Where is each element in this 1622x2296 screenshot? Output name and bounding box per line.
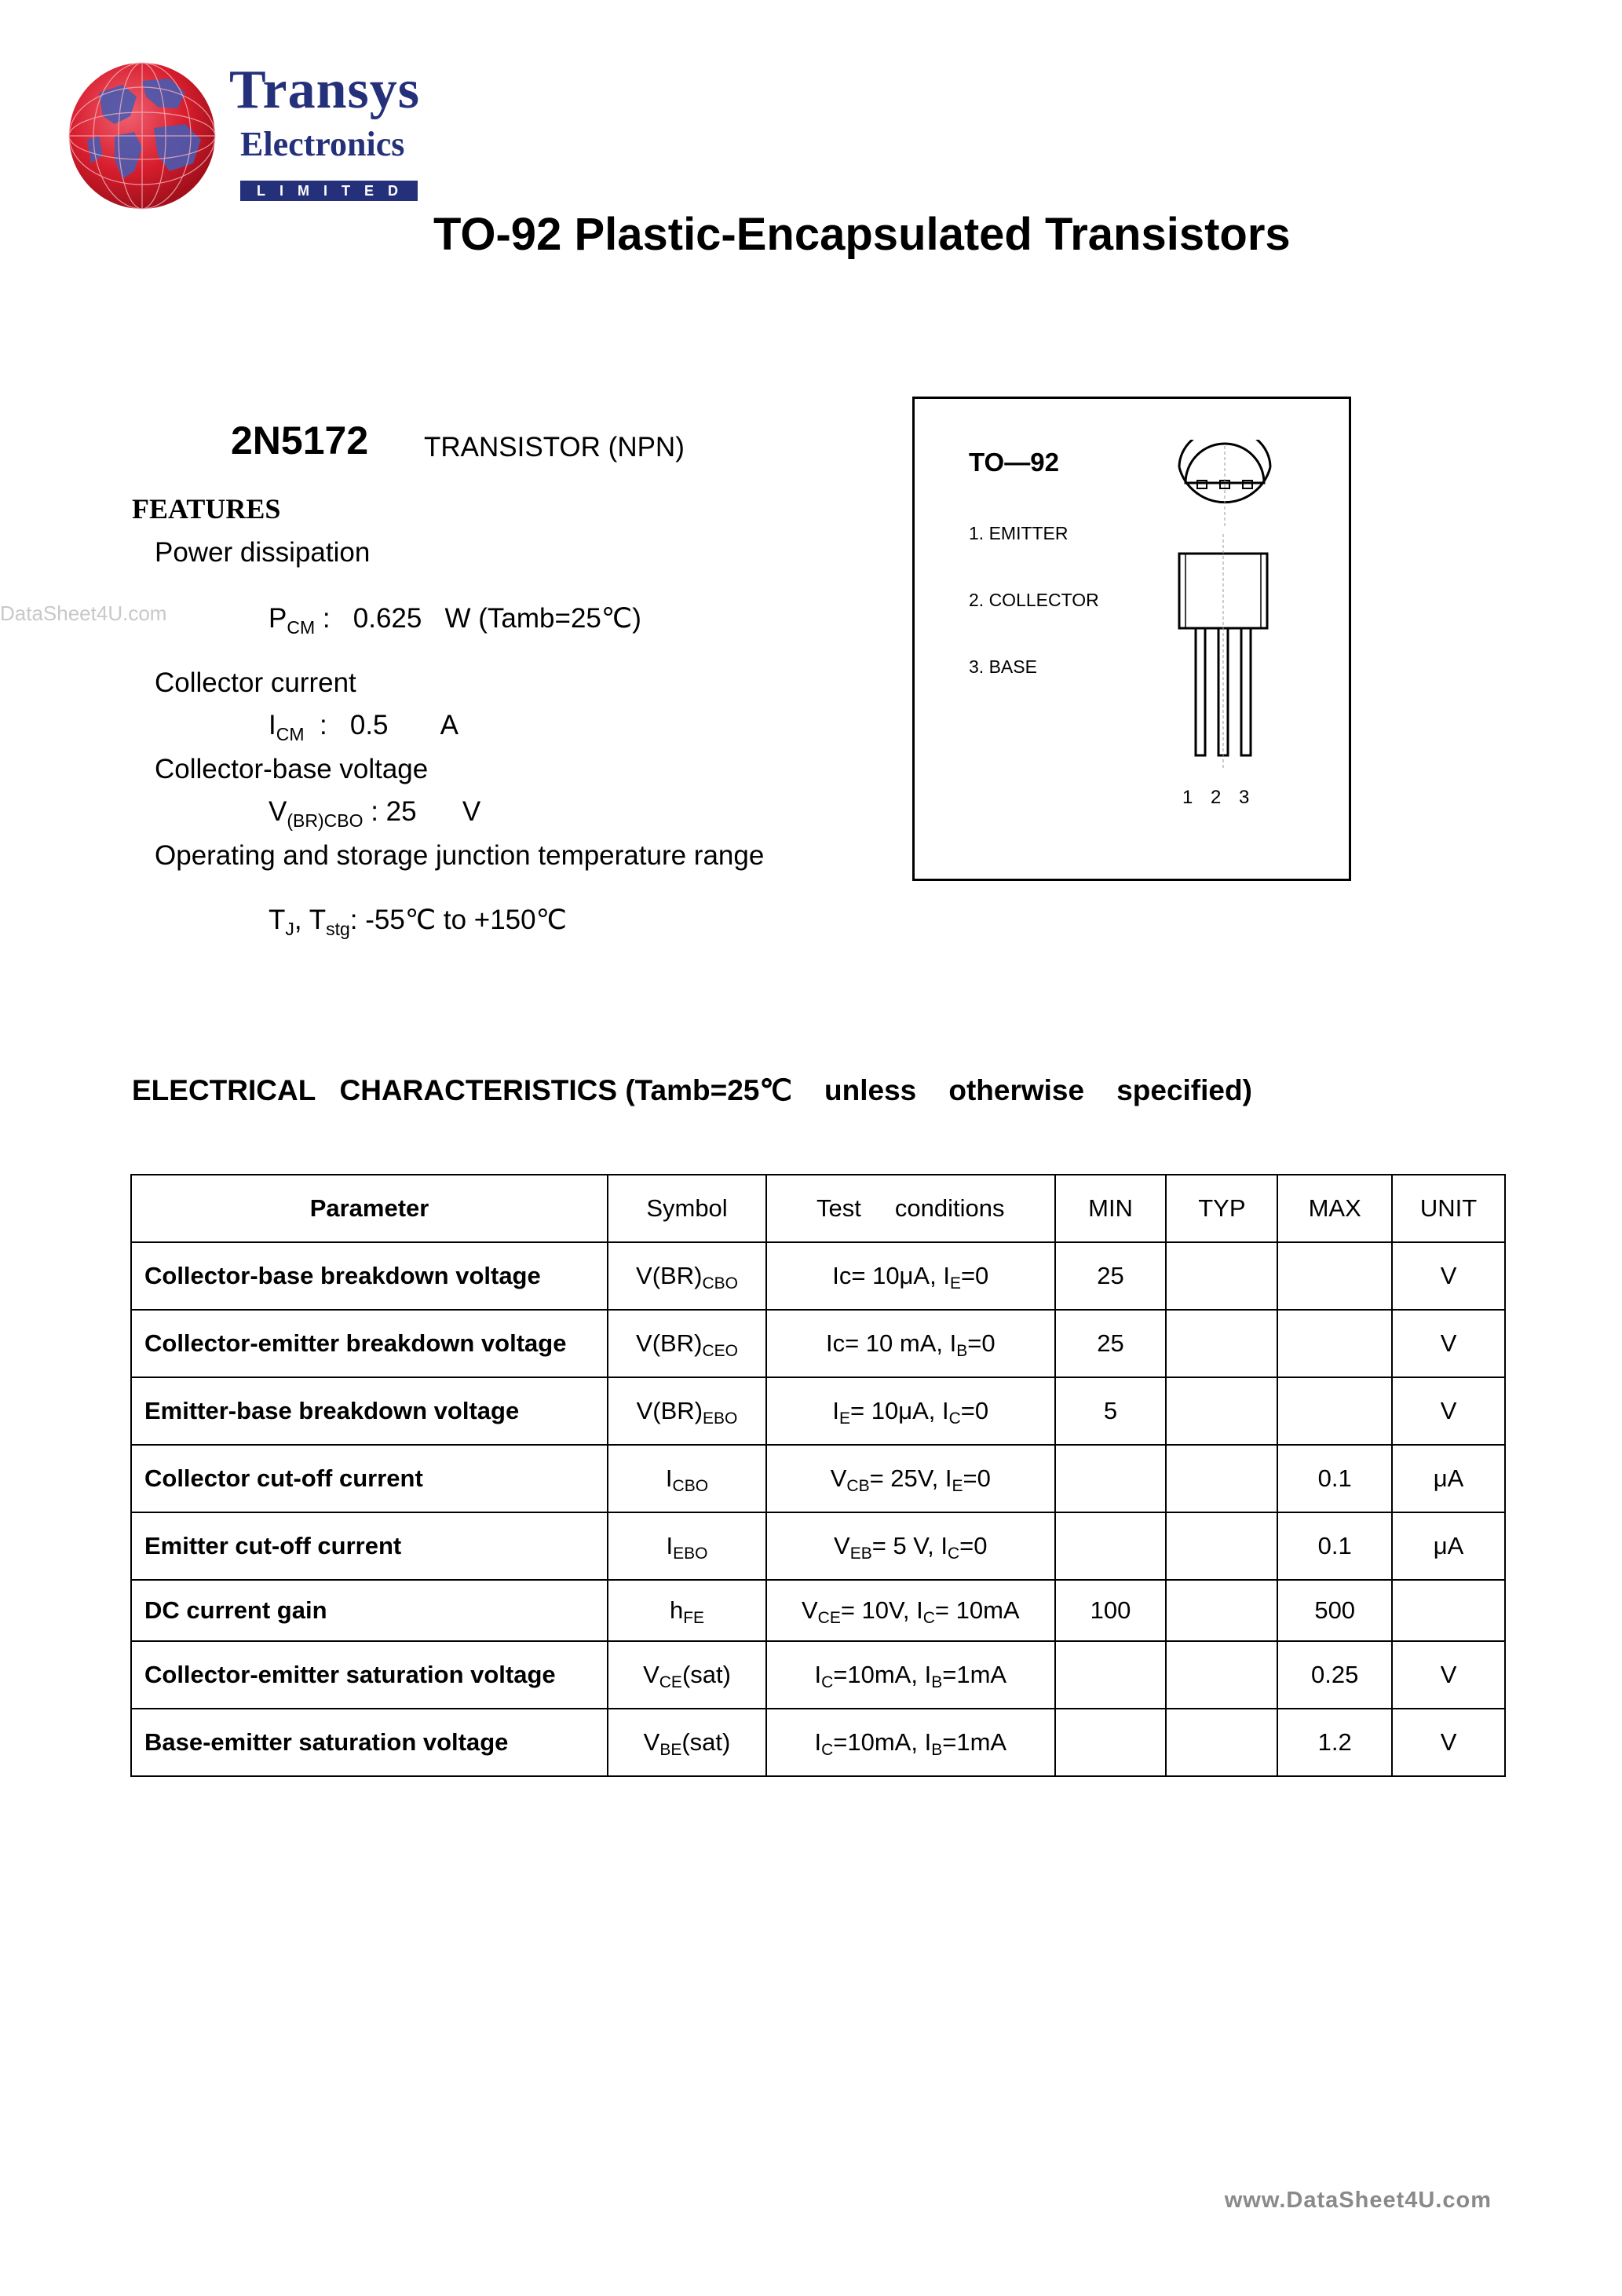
- cell-min: 25: [1055, 1242, 1167, 1310]
- feature-temp-value: $T_J$, $T_{stg}$: -55℃ to +150℃: [269, 905, 567, 939]
- feature-voltage-label: Collector-base voltage: [155, 754, 429, 784]
- pin-label-emitter: 1. EMITTER: [969, 523, 1069, 543]
- cell-parameter: Collector-emitter saturation voltage: [131, 1641, 608, 1709]
- cell-conditions: $V_{EB}= 5$ V, $I_C=0$: [766, 1512, 1055, 1580]
- logo-subtitle: Electronics: [240, 125, 405, 163]
- cell-typ: [1166, 1377, 1277, 1445]
- cell-max: 0.1: [1277, 1512, 1392, 1580]
- cell-min: 100: [1055, 1580, 1167, 1641]
- feature-voltage-value: $V_{(BR)CBO}$ : 25 V: [269, 796, 481, 831]
- header-min: MIN: [1055, 1175, 1167, 1242]
- table-row: [131, 1377, 1505, 1445]
- feature-power-label: Power dissipation: [155, 537, 371, 568]
- table-row: [131, 1641, 1505, 1709]
- table-row: [131, 1512, 1505, 1580]
- header-unit: UNIT: [1392, 1175, 1505, 1242]
- cell-min: [1055, 1641, 1167, 1709]
- cell-parameter: Collector cut-off current: [131, 1445, 608, 1512]
- cell-unit: V: [1392, 1641, 1505, 1709]
- cell-conditions: $I_C=10mA$, $I_B=1mA$: [766, 1641, 1055, 1709]
- cell-symbol: $I_{EBO}$: [608, 1512, 766, 1580]
- feature-current-label: Collector current: [155, 667, 356, 698]
- cell-unit: V: [1392, 1310, 1505, 1377]
- table-row: [131, 1242, 1505, 1310]
- table-row: [131, 1709, 1505, 1776]
- cell-typ: [1166, 1512, 1277, 1580]
- company-logo-globe: [68, 61, 217, 210]
- cell-max: 500: [1277, 1580, 1392, 1641]
- cell-typ: [1166, 1580, 1277, 1641]
- cell-parameter: Collector-base breakdown voltage: [131, 1242, 608, 1310]
- header-max: MAX: [1277, 1175, 1392, 1242]
- cell-unit: V: [1392, 1377, 1505, 1445]
- cell-max: [1277, 1242, 1392, 1310]
- cell-conditions: $I_C=10mA$, $I_B=1mA$: [766, 1709, 1055, 1776]
- package-title: TO—92: [969, 448, 1059, 477]
- watermark: DataSheet4U.com: [0, 601, 167, 625]
- cell-symbol: $V(BR)_{CEO}$: [608, 1310, 766, 1377]
- feature-power-value: $P_{CM}$ : 0.625 W (Tamb=25℃): [269, 603, 641, 638]
- cell-parameter: Emitter cut-off current: [131, 1512, 608, 1580]
- cell-max: 1.2: [1277, 1709, 1392, 1776]
- features-heading: FEATURES: [132, 493, 281, 525]
- cell-unit: [1392, 1580, 1505, 1641]
- electrical-characteristics-table: [130, 1174, 1506, 1777]
- footer-url: www.DataSheet4U.com: [1224, 2188, 1492, 2213]
- cell-parameter: DC current gain: [131, 1580, 608, 1641]
- cell-max: 0.1: [1277, 1445, 1392, 1512]
- cell-conditions: $I_E= 10\mu A$, $I_C=0$: [766, 1377, 1055, 1445]
- cell-conditions: Ic= 10μA, $I_E=0$: [766, 1242, 1055, 1310]
- cell-min: 5: [1055, 1377, 1167, 1445]
- cell-conditions: $V_{CE}= 10V$, $I_C= 10mA$: [766, 1580, 1055, 1641]
- logo-tagline: LIMITED: [240, 181, 418, 201]
- to92-package-drawing: [1162, 440, 1280, 785]
- cell-parameter: Base-emitter saturation voltage: [131, 1709, 608, 1776]
- cell-typ: [1166, 1445, 1277, 1512]
- cell-max: [1277, 1377, 1392, 1445]
- feature-temp-label: Operating and storage junction temperature range: [155, 840, 765, 871]
- table-row: [131, 1310, 1505, 1377]
- cell-typ: [1166, 1310, 1277, 1377]
- cell-unit: μA: [1392, 1445, 1505, 1512]
- logo-company-name: Transys: [229, 60, 420, 120]
- document-title: TO-92 Plastic-Encapsulated Transistors: [433, 209, 1291, 260]
- cell-max: 0.25: [1277, 1641, 1392, 1709]
- part-number: 2N5172: [231, 419, 369, 462]
- cell-parameter: Collector-emitter breakdown voltage: [131, 1310, 608, 1377]
- cell-min: [1055, 1512, 1167, 1580]
- header-parameter: Parameter: [131, 1175, 608, 1242]
- cell-typ: [1166, 1242, 1277, 1310]
- feature-current-value: $I_{CM}$ : 0.5 A: [269, 710, 458, 744]
- cell-min: [1055, 1709, 1167, 1776]
- cell-unit: V: [1392, 1709, 1505, 1776]
- pin-label-collector: 2. COLLECTOR: [969, 590, 1099, 610]
- pin-numbers: 1 2 3: [1182, 787, 1256, 808]
- cell-symbol: $V(BR)_{EBO}$: [608, 1377, 766, 1445]
- cell-symbol: $V_{BE}(sat)$: [608, 1709, 766, 1776]
- cell-min: [1055, 1445, 1167, 1512]
- cell-min: 25: [1055, 1310, 1167, 1377]
- table-row: [131, 1580, 1505, 1641]
- cell-typ: [1166, 1641, 1277, 1709]
- cell-typ: [1166, 1709, 1277, 1776]
- cell-symbol: $V(BR)_{CBO}$: [608, 1242, 766, 1310]
- header-typ: TYP: [1166, 1175, 1277, 1242]
- header-test-conditions: Test conditions: [766, 1175, 1055, 1242]
- cell-unit: V: [1392, 1242, 1505, 1310]
- table-header-row: [131, 1175, 1505, 1242]
- table-row: [131, 1445, 1505, 1512]
- cell-conditions: $V_{CB}= 25V$, $I_E=0$: [766, 1445, 1055, 1512]
- cell-unit: μA: [1392, 1512, 1505, 1580]
- cell-symbol: $I_{CBO}$: [608, 1445, 766, 1512]
- cell-conditions: Ic= 10 mA, $I_B=0$: [766, 1310, 1055, 1377]
- cell-symbol: $V_{CE}(sat)$: [608, 1641, 766, 1709]
- header-symbol: Symbol: [608, 1175, 766, 1242]
- cell-max: [1277, 1310, 1392, 1377]
- cell-parameter: Emitter-base breakdown voltage: [131, 1377, 608, 1445]
- part-type: TRANSISTOR (NPN): [424, 432, 685, 462]
- ec-section-title: ELECTRICAL CHARACTERISTICS (Tamb=25℃ unless otherwise specified): [132, 1074, 1252, 1106]
- pin-label-base: 3. BASE: [969, 656, 1037, 677]
- cell-symbol: $h_{FE}$: [608, 1580, 766, 1641]
